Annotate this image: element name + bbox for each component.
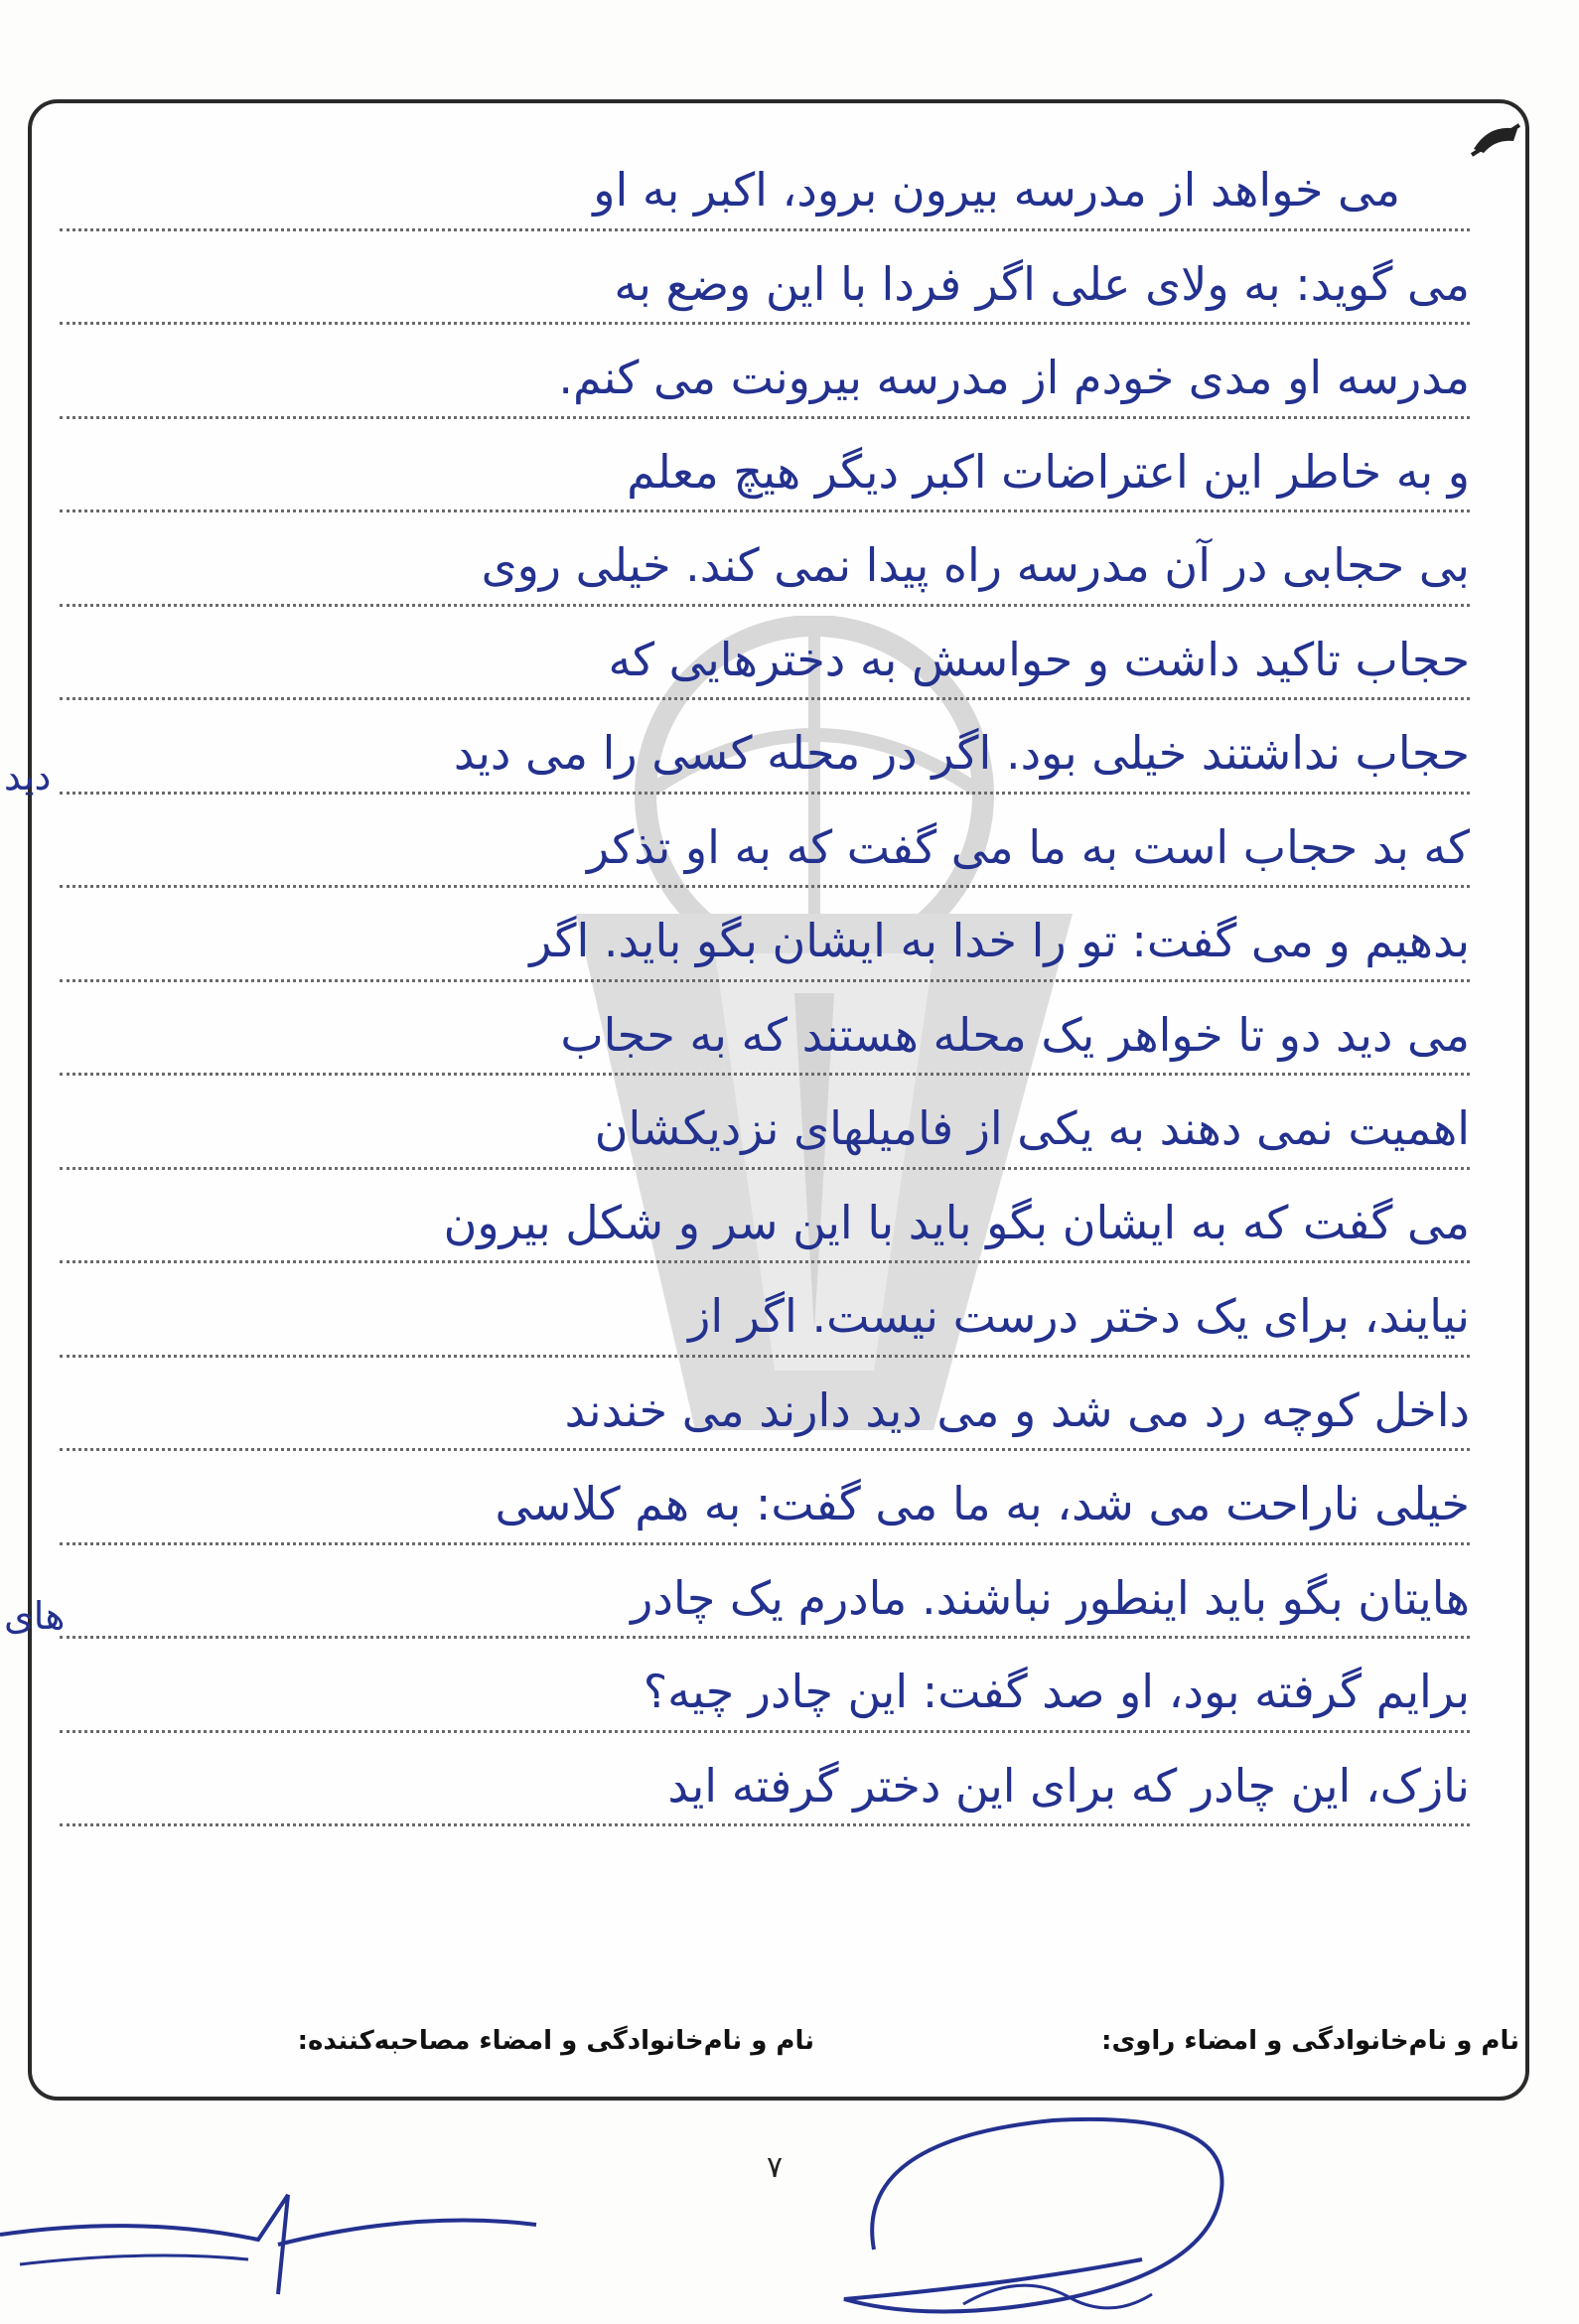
line-text: بی حجابی در آن مدرسه راه پیدا نمی کند. خیلی روی: [481, 538, 1470, 593]
text-line: [60, 1545, 1470, 1640]
text-line: [60, 1451, 1470, 1545]
narrator-handwritten-signature: [0, 2135, 556, 2324]
line-text: داخل کوچه رد می شد و می دید دارند می خندند: [564, 1382, 1470, 1437]
line-text: مدرسه او مدی خودم از مدرسه بیرونت می کنم.: [558, 351, 1470, 405]
text-line: [60, 1263, 1470, 1358]
page-number: ۷: [767, 2150, 784, 2185]
text-line: [60, 1639, 1470, 1733]
interviewer-signature-label: نام و نام‌خانوادگی و امضاء مصاحبه‌کننده:: [297, 2026, 814, 2056]
line-text: نازک، این چادر که برای این دختر گرفته اید: [667, 1758, 1470, 1813]
line-text: می دید دو تا خواهر یک محله هستند که به حجاب: [560, 1007, 1470, 1062]
line-text: اهمیت نمی دهند به یکی از فامیلهای نزدیکشان: [594, 1101, 1470, 1156]
line-text: بدهیم و می گفت: تو را خدا به ایشان بگو باید. اگر: [529, 914, 1470, 968]
line-text: و به خاطر این اعتراضات اکبر دیگر هیچ معلم: [627, 444, 1470, 499]
text-line: [60, 607, 1470, 701]
text-line: [60, 982, 1470, 1077]
signature-labels: [60, 2026, 1519, 2076]
line-text: حجاب نداشتند خیلی بود. اگر در محله کسی را می دید: [453, 726, 1470, 781]
text-line: [60, 700, 1470, 795]
text-line: [60, 888, 1470, 982]
narrator-signature-label: نام و نام‌خانوادگی و امضاء راوی:: [1101, 2026, 1519, 2056]
text-line: [60, 1358, 1470, 1452]
text-line: [60, 1733, 1470, 1827]
line-text: می گفت که به ایشان بگو باید با این سر و شکل بیرون: [443, 1195, 1470, 1249]
text-line: [60, 795, 1470, 889]
interviewer-handwritten-signature: [814, 2101, 1251, 2324]
text-line: [60, 512, 1470, 607]
line-text: هایتان بگو باید اینطور نباشند. مادرم یک چادر: [631, 1570, 1470, 1625]
line-text: می گوید: به ولای علی اگر فردا با این وضع به: [614, 256, 1470, 311]
text-line: [60, 1170, 1470, 1264]
line-text: که بد حجاب است به ما می گفت که به او تذکر: [587, 819, 1470, 874]
line-text: نیایند، برای یک دختر درست نیست. اگر از: [688, 1289, 1470, 1344]
text-line: [60, 325, 1470, 419]
text-line: [60, 1076, 1470, 1170]
line-text: برایم گرفته بود، او صد گفت: این چادر چیه؟: [643, 1665, 1470, 1719]
pen-in-hand-icon: [1470, 119, 1523, 159]
line-text: می خواهد از مدرسه بیرون برود، اکبر به او: [593, 163, 1400, 218]
text-line: [60, 137, 1470, 231]
line-text: حجاب تاکید داشت و حواسش به دخترهایی که: [608, 632, 1470, 686]
handwritten-text-block: [60, 137, 1470, 1826]
text-line: [60, 419, 1470, 513]
margin-note: های: [4, 1594, 66, 1638]
text-line: [60, 231, 1470, 326]
margin-note: دید: [4, 755, 52, 799]
line-text: خیلی ناراحت می شد، به ما می گفت: به هم کلاسی: [495, 1477, 1470, 1531]
